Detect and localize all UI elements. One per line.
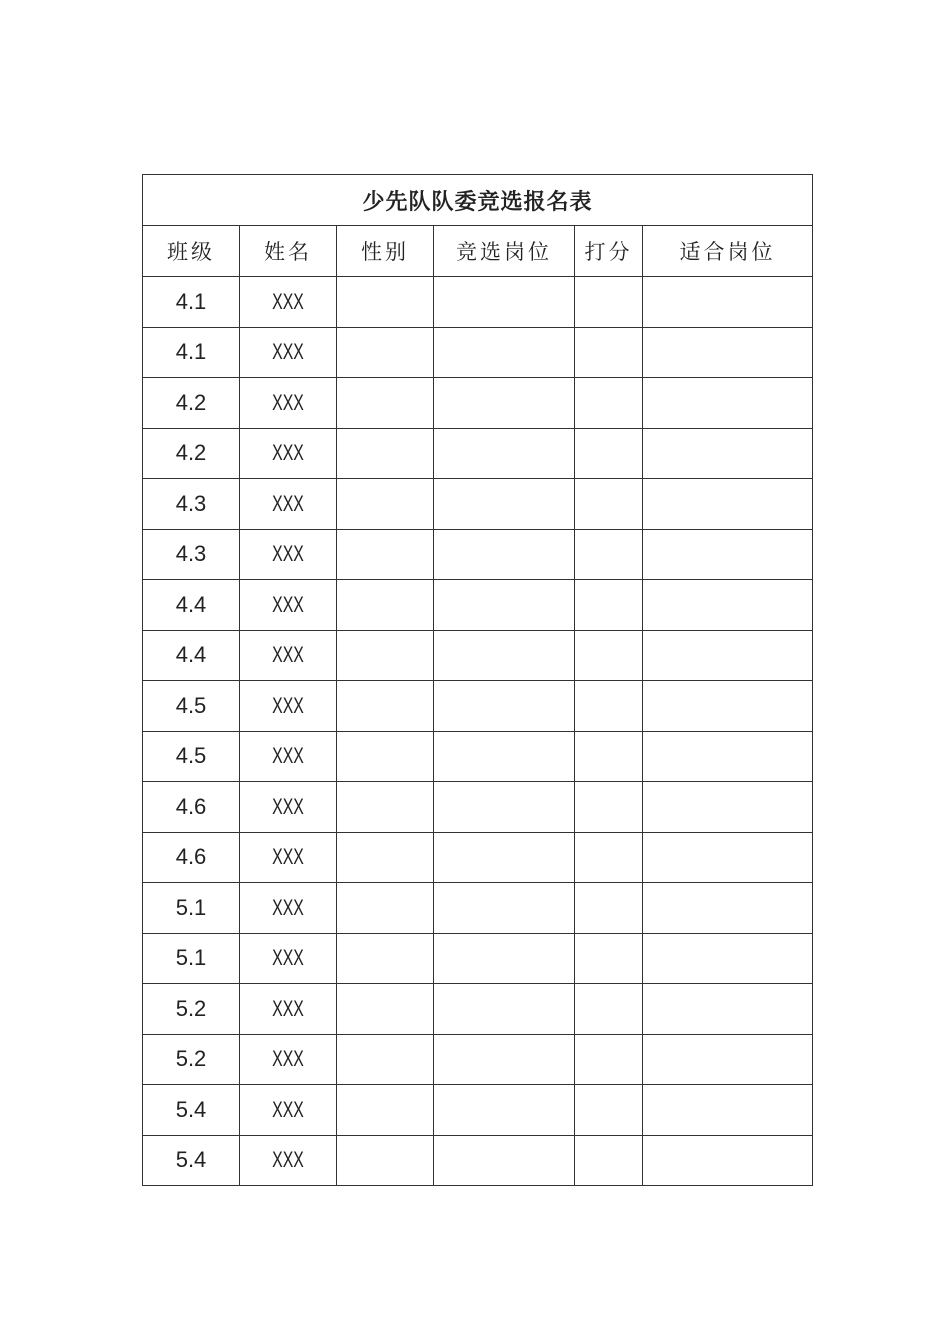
score-cell [575, 933, 643, 984]
name-cell [240, 731, 337, 782]
name-cell [240, 1135, 337, 1186]
header-gender: 性别 [337, 226, 434, 277]
class-cell [143, 580, 240, 631]
class-cell-text: 4.2 [175, 440, 207, 466]
suitable-cell [643, 731, 813, 782]
gender-cell [337, 1135, 434, 1186]
table-row [143, 1085, 813, 1136]
table-row [143, 832, 813, 883]
gender-cell [337, 378, 434, 429]
header-position: 竞选岗位 [434, 226, 575, 277]
class-cell [143, 1085, 240, 1136]
class-cell [143, 378, 240, 429]
suitable-cell [643, 681, 813, 732]
position-cell [434, 782, 575, 833]
class-cell-text: 5.4 [175, 1147, 207, 1173]
gender-cell [337, 277, 434, 328]
name-cell [240, 378, 337, 429]
table-row [143, 782, 813, 833]
name-cell-text: XXX [272, 288, 304, 314]
name-cell [240, 883, 337, 934]
class-cell-text: 4.5 [175, 743, 207, 769]
position-cell [434, 378, 575, 429]
gender-cell [337, 428, 434, 479]
name-cell [240, 681, 337, 732]
name-cell-text: XXX [272, 995, 304, 1021]
table-row [143, 327, 813, 378]
name-cell [240, 933, 337, 984]
suitable-cell [643, 529, 813, 580]
suitable-cell [643, 428, 813, 479]
position-cell [434, 984, 575, 1035]
position-cell [434, 1085, 575, 1136]
name-cell-text: XXX [272, 642, 304, 668]
class-cell [143, 479, 240, 530]
position-cell [434, 883, 575, 934]
suitable-cell [643, 933, 813, 984]
table-row [143, 428, 813, 479]
table-row [143, 479, 813, 530]
name-cell [240, 832, 337, 883]
name-cell [240, 782, 337, 833]
table-row [143, 277, 813, 328]
table-row [143, 529, 813, 580]
gender-cell [337, 479, 434, 530]
class-cell [143, 681, 240, 732]
table-row [143, 933, 813, 984]
score-cell [575, 1085, 643, 1136]
class-cell-text: 4.1 [175, 288, 207, 314]
gender-cell [337, 681, 434, 732]
suitable-cell [643, 327, 813, 378]
name-cell-text: XXX [272, 591, 304, 617]
suitable-cell [643, 883, 813, 934]
score-cell [575, 681, 643, 732]
suitable-cell [643, 277, 813, 328]
class-cell [143, 731, 240, 782]
gender-cell [337, 327, 434, 378]
position-cell [434, 428, 575, 479]
position-cell [434, 630, 575, 681]
position-cell [434, 681, 575, 732]
name-cell [240, 1034, 337, 1085]
gender-cell [337, 580, 434, 631]
table-row [143, 681, 813, 732]
name-cell-text: XXX [272, 743, 304, 769]
class-cell [143, 277, 240, 328]
gender-cell [337, 630, 434, 681]
name-cell-text: XXX [272, 945, 304, 971]
name-cell-text: XXX [272, 1147, 304, 1173]
header-suitable: 适合岗位 [643, 226, 813, 277]
position-cell [434, 1034, 575, 1085]
name-cell [240, 1085, 337, 1136]
class-cell-text: 5.2 [175, 995, 207, 1021]
score-cell [575, 428, 643, 479]
gender-cell [337, 529, 434, 580]
name-cell [240, 277, 337, 328]
suitable-cell [643, 580, 813, 631]
name-cell-text: XXX [272, 1046, 304, 1072]
name-cell-text: XXX [272, 541, 304, 567]
table-row [143, 731, 813, 782]
score-cell [575, 782, 643, 833]
score-cell [575, 630, 643, 681]
class-cell-text: 5.1 [175, 894, 207, 920]
class-cell [143, 782, 240, 833]
table-row [143, 1135, 813, 1186]
class-cell-text: 4.4 [175, 642, 207, 668]
score-cell [575, 984, 643, 1035]
name-cell [240, 479, 337, 530]
name-cell-text: XXX [272, 793, 304, 819]
class-cell [143, 933, 240, 984]
suitable-cell [643, 630, 813, 681]
class-cell-text: 4.5 [175, 692, 207, 718]
score-cell [575, 731, 643, 782]
position-cell [434, 832, 575, 883]
table-row [143, 984, 813, 1035]
name-cell-text: XXX [272, 692, 304, 718]
position-cell [434, 277, 575, 328]
form-title: 少先队队委竞选报名表 [143, 175, 813, 226]
class-cell-text: 4.3 [175, 541, 207, 567]
class-cell-text: 5.1 [175, 945, 207, 971]
class-cell [143, 327, 240, 378]
score-cell [575, 1034, 643, 1085]
gender-cell [337, 984, 434, 1035]
suitable-cell [643, 1085, 813, 1136]
name-cell-text: XXX [272, 844, 304, 870]
name-cell-text: XXX [272, 389, 304, 415]
class-cell [143, 883, 240, 934]
class-cell [143, 1135, 240, 1186]
header-class: 班级 [143, 226, 240, 277]
table-row [143, 580, 813, 631]
suitable-cell [643, 832, 813, 883]
table-row [143, 883, 813, 934]
title-row [143, 175, 813, 226]
class-cell [143, 428, 240, 479]
class-cell [143, 630, 240, 681]
score-cell [575, 378, 643, 429]
gender-cell [337, 832, 434, 883]
gender-cell [337, 883, 434, 934]
class-cell-text: 4.1 [175, 339, 207, 365]
suitable-cell [643, 1135, 813, 1186]
score-cell [575, 529, 643, 580]
name-cell [240, 580, 337, 631]
table-row [143, 378, 813, 429]
score-cell [575, 277, 643, 328]
class-cell-text: 4.2 [175, 389, 207, 415]
name-cell-text: XXX [272, 339, 304, 365]
name-cell-text: XXX [272, 894, 304, 920]
score-cell [575, 479, 643, 530]
name-cell [240, 630, 337, 681]
gender-cell [337, 933, 434, 984]
name-cell-text: XXX [272, 440, 304, 466]
name-cell-text: XXX [272, 1096, 304, 1122]
position-cell [434, 580, 575, 631]
class-cell-text: 5.2 [175, 1046, 207, 1072]
table-body [143, 175, 813, 1186]
class-cell-text: 5.4 [175, 1096, 207, 1122]
position-cell [434, 529, 575, 580]
score-cell [575, 1135, 643, 1186]
position-cell [434, 1135, 575, 1186]
header-row [143, 226, 813, 277]
class-cell-text: 4.6 [175, 793, 207, 819]
gender-cell [337, 1034, 434, 1085]
position-cell [434, 479, 575, 530]
position-cell [434, 933, 575, 984]
class-cell-text: 4.6 [175, 844, 207, 870]
suitable-cell [643, 479, 813, 530]
table-row [143, 1034, 813, 1085]
suitable-cell [643, 984, 813, 1035]
class-cell [143, 529, 240, 580]
class-cell-text: 4.4 [175, 591, 207, 617]
name-cell-text: XXX [272, 490, 304, 516]
class-cell [143, 832, 240, 883]
suitable-cell [643, 378, 813, 429]
position-cell [434, 327, 575, 378]
name-cell [240, 529, 337, 580]
name-cell [240, 327, 337, 378]
class-cell [143, 984, 240, 1035]
score-cell [575, 832, 643, 883]
class-cell [143, 1034, 240, 1085]
name-cell [240, 984, 337, 1035]
header-name: 姓名 [240, 226, 337, 277]
table-row [143, 630, 813, 681]
gender-cell [337, 782, 434, 833]
score-cell [575, 883, 643, 934]
position-cell [434, 731, 575, 782]
class-cell-text: 4.3 [175, 490, 207, 516]
suitable-cell [643, 782, 813, 833]
score-cell [575, 327, 643, 378]
gender-cell [337, 731, 434, 782]
suitable-cell [643, 1034, 813, 1085]
name-cell [240, 428, 337, 479]
header-score: 打分 [575, 226, 643, 277]
gender-cell [337, 1085, 434, 1136]
score-cell [575, 580, 643, 631]
registration-form-table [142, 174, 813, 1186]
